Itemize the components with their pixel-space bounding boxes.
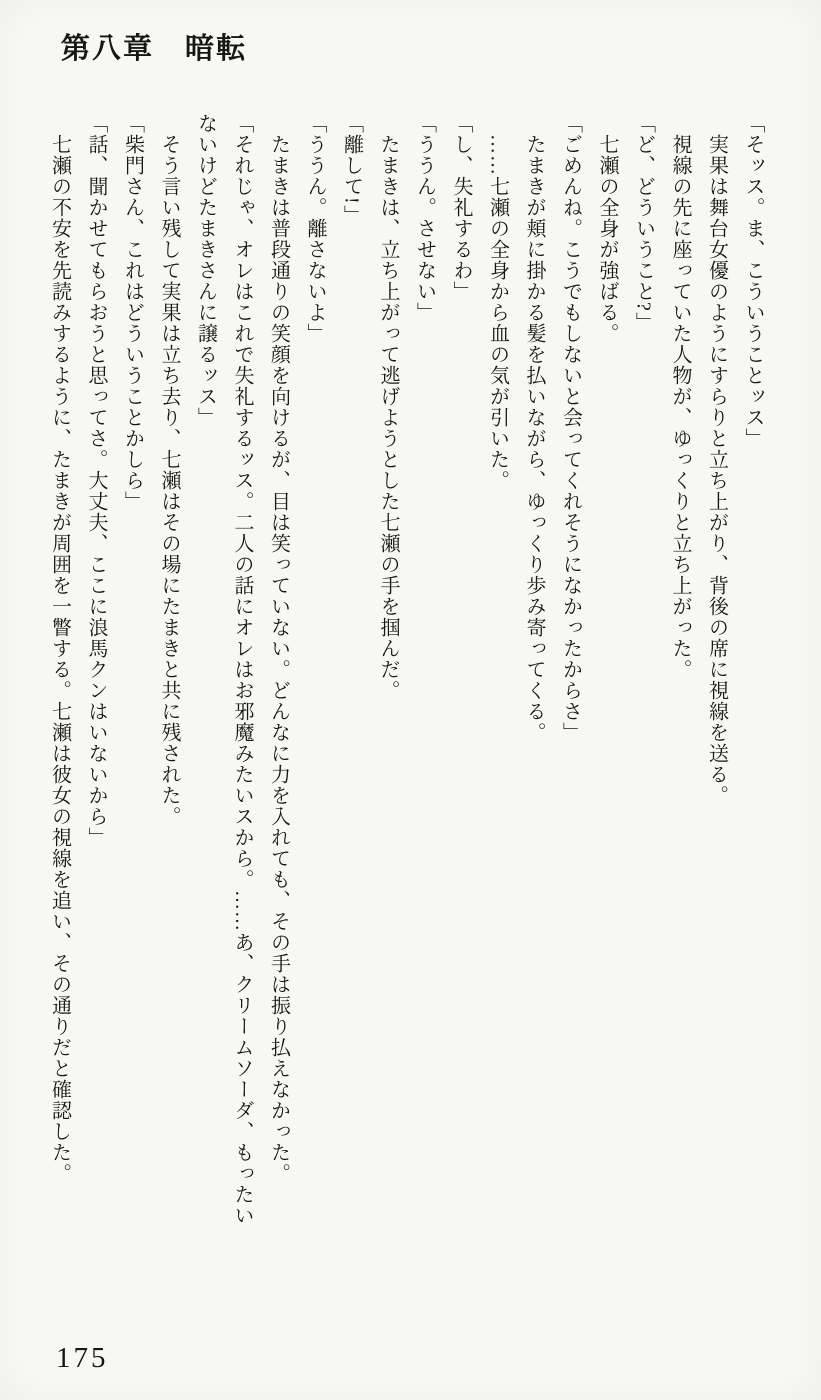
text-line: 視線の先に座っていた人物が、ゆっくりと立ち上がった。 (669, 134, 691, 680)
text-line: たまきが頬に掛かる髪を払いながら、ゆっくり歩み寄ってくる。 (523, 134, 545, 743)
text-line: たまきは、立ち上がって逃げようとした七瀬の手を掴んだ。 (377, 134, 399, 701)
text-line: 七瀬の全身が強ばる。 (596, 134, 618, 344)
text-line: 「し、失礼するわ」 (450, 113, 472, 302)
text-line: 「それじゃ、オレはこれで失礼するッス。二人の話にオレはお邪魔みたいスから。……あ、クリームソーダ、もったい (231, 113, 253, 1226)
page-number: 175 (56, 1342, 109, 1374)
text-line: 「ううん。離さないよ」 (304, 113, 326, 344)
text-line: 「ううん。させない」 (413, 113, 436, 323)
text-line: 「離して!」 (340, 113, 363, 226)
text-line: 「ど、どういうこと?」 (632, 113, 655, 333)
text-line: 七瀬の不安を先読みするように、たまきが周囲を一瞥する。七瀬は彼女の視線を追い、その通りだと確認した。 (48, 134, 71, 1184)
text-line: 「そッス。ま、こういうことッス」 (742, 113, 764, 449)
text-line: ないけどたまきさんに譲るッス」 (194, 113, 217, 428)
text-line: 「ごめんね。こうでもしないと会ってくれそうになかったからさ」 (559, 113, 582, 743)
text-line: そう言い残して実果は立ち去り、七瀬はその場にたまきと共に残された。 (158, 134, 180, 827)
text-line: 「柴門さん、これはどういうことかしら」 (121, 113, 144, 512)
text-line: ……七瀬の全身から血の気が引いた。 (486, 134, 509, 491)
text-line: 「話、聞かせてもらおうと思ってさ。大丈夫、ここに浪馬クンはいないから」 (85, 113, 107, 848)
text-line: たまきは普段通りの笑顔を向けるが、目は笑っていない。どんなに力を入れても、その手は振り払えなかった。 (267, 134, 290, 1184)
chapter-heading: 第八章 暗転 (61, 33, 248, 65)
text-line: 実果は舞台女優のようにすらりと立ち上がり、背後の席に視線を送る。 (705, 134, 728, 806)
vertical-text-body (41, 113, 771, 1323)
